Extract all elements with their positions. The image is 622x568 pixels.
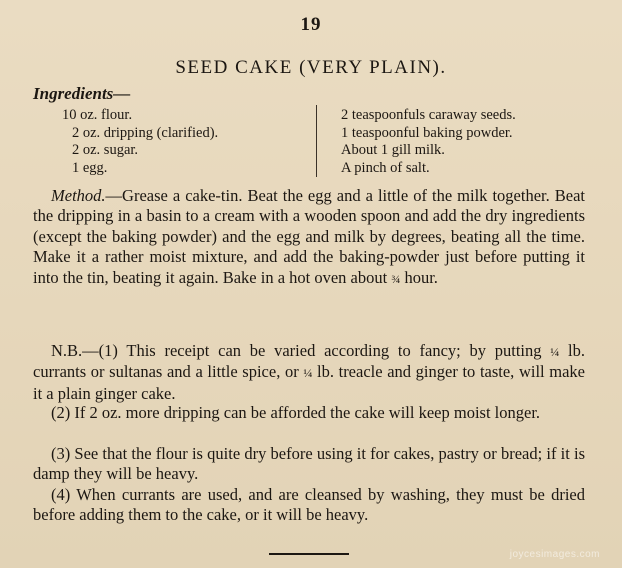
ingredient-item: 2 teaspoonfuls caraway seeds. <box>341 107 516 123</box>
ingredient-item: About 1 gill milk. <box>341 142 445 158</box>
page-number: 19 <box>300 14 322 35</box>
ingredient-item: 1 egg. <box>72 159 108 176</box>
method-end: hour. <box>400 267 438 287</box>
ingredients-left-column <box>62 107 218 177</box>
note-1 <box>33 341 585 404</box>
method-text: —Grease a cake-tin. Beat the egg and a little of the milk together. Beat the dripping in a basin to a cream with a wooden spoon and add the dry ingredients (except the baking powder) and the egg and milk by degrees, beating all the time. Make it a rather moist mixture, and add the baking-powder just before putting it into the tin, beating it again. Bake in a hot oven about <box>33 186 585 287</box>
note-1-text-a: N.B.—(1) This receipt can be varied according to fancy; by putting <box>51 341 551 360</box>
watermark: joycesimages.com <box>509 549 600 560</box>
column-divider <box>316 105 317 177</box>
ingredient-item: 10 oz. flour. <box>62 107 133 123</box>
note-4: (4) When currants are used, and are cleansed by washing, they must be dried before adding them to the cake, or it will be heavy. <box>33 485 585 525</box>
note-1-fraction-b: ¼ <box>303 366 313 381</box>
note-3: (3) See that the flour is quite dry before using it for cakes, pastry or bread; if it is damp they will be heavy. <box>33 444 585 484</box>
method-paragraph <box>33 186 585 289</box>
ingredient-item: 2 oz. dripping (clarified). <box>72 124 219 141</box>
ingredient-item: 2 oz. sugar. <box>72 142 139 158</box>
note-1-text-b: lb. currants or sultanas and a little spice, or <box>33 341 586 382</box>
ingredients-right-column <box>341 107 516 177</box>
ingredient-item: 1 teaspoonful baking powder. <box>341 124 513 141</box>
note-1-text-c: lb. treacle and ginger to taste, will make it a plain ginger cake. <box>33 362 585 403</box>
ingredients-heading: Ingredients— <box>33 84 131 103</box>
note-2: (2) If 2 oz. more dripping can be afforded the cake will keep moist longer. <box>51 403 541 422</box>
ingredient-item: A pinch of salt. <box>341 159 430 176</box>
method-label: Method. <box>51 186 106 205</box>
note-1-fraction-a: ¼ <box>550 345 560 359</box>
method-fraction: ¾ <box>391 271 401 286</box>
bottom-rule <box>269 553 349 555</box>
recipe-title: SEED CAKE (VERY PLAIN). <box>175 57 447 78</box>
